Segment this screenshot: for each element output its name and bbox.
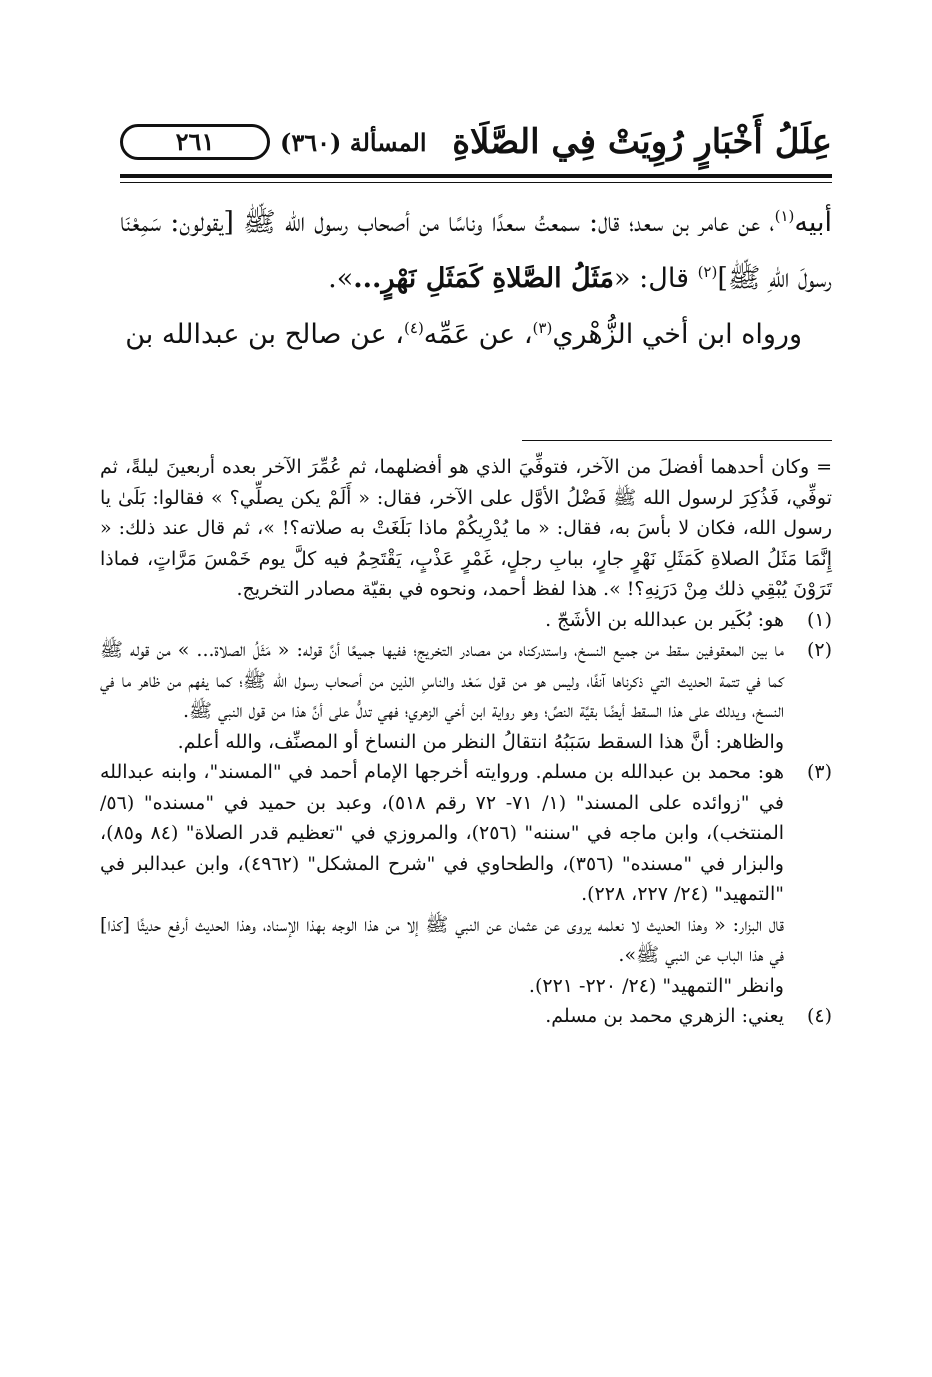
footnote-number: (٤) xyxy=(806,1005,832,1027)
footnote-ref-4: (٤) xyxy=(404,319,424,337)
main-paragraph-1 xyxy=(120,195,832,307)
footnote-4 xyxy=(100,1001,832,1032)
book-title: عِلَلُ أَخْبَارٍ رُوِيَتْ فِي الصَّلَاةِ xyxy=(452,122,832,162)
footnote-number: (٢) xyxy=(806,639,832,661)
footnote-2-cont: والظاهر: أنَّ هذا السقط سَبَبُهُ انتقالُ النظر من النساخ أو المصنِّف، والله أعلم. xyxy=(177,730,784,753)
footnote-3-cont: قال البزار: « وهذا الحديث لا نعلمه يروى عن عثمان عن النبي ﷺ إلا من هذا الوجه بهذا الإسناد، وهذا الحديث أرفع حديثًا [كذا] في هذا الباب عن النبي ﷺ». xyxy=(100,913,784,966)
footnote-text: هو: محمد بن عبدالله بن مسلم. وروايته أخرجها الإمام أحمد في "المسند"، وابنه عبدالله في "زوائده على المسند" (١/ ٧١- ٧٢ رقم ٥١٨)، وعبد بن حميد في "مسنده" (٥٦/المنتخب)، وابن ماجه في "سننه" (٢٥٦)، والمروزي في "تعظيم قدر الصلاة" (٨٤ و٨٥)، والبزار في "مسنده" (٣٥٦)، والطحاوي في "شرح المشكل" (٤٩٦٢)، وابن عبدالبر في "التمهيد" (٢٤/ ٢٢٧، ٢٢٨). xyxy=(100,761,785,905)
issue-label: المسألة (٣٦٠) xyxy=(280,128,427,157)
page-header xyxy=(120,118,832,168)
text-run: أبيه xyxy=(794,207,832,238)
text-run: ، عن عَمِّه xyxy=(423,319,533,350)
footnote-continuation: = وكان أحدهما أفضلَ من الآخر، فتوفِّيَ الذي هو أفضلهما، ثم عُمِّرَ الآخر بعده أربعينَ ليلةً، ثم توفِّي، فَذُكِرَ لرسول الله ﷺ فَضْلُ الأوَّل على الآخر، فقال: « أَلَمْ يكن يصلِّي؟ » فقالوا: بَلَىٰ يا رسول الله، فكان لا بأسَ به، فقال: « ما يُدْرِيكُمْ ماذا بَلَغَتْ به صلاته؟! »، ثم قال عند ذلك: « إِنَّمَا مَثَلُ الصلاةِ كَمَثَلِ نَهْرٍ جارٍ، ببابِ رجلٍ، غَمْرٍ عَذْبٍ، يَقْتَحِمُ فيه كلَّ يوم خَمْسَ مَرَّاتٍ، فماذا تَرَوْنَ يُبْقِي ذلك مِنْ دَرَنِهِ؟! ». هذا لفظ أحمد، ونحوه في بقيّة مصادر التخريج. xyxy=(100,456,832,600)
footnote-text: ما بين المعقوفين سقط من جميع النسخ، واستدركناه من مصادر التخريج؛ ففيها جميعًا أنَّ قوله: « مَثَلُ الصلاة... » من قوله ﷺ كما في تتمة الحديث التي ذكرناها آنفًا، وليس هو من قول سَعْد والناسِ الذين من أصحاب رسول الله ﷺ؛ كما يفهم من ظاهر ما في النسخ، ويدلك على هذا السقط أيضًا بقيَّة النصِّ؛ وهو رواية ابن أخي الزهري؛ فهي تدلُّ على أنَّ هذا من قول النبي ﷺ. xyxy=(100,639,784,722)
footnote-number: (٣) xyxy=(806,761,832,783)
footnote-3 xyxy=(100,757,832,910)
footnote-text: هو: بُكَير بن عبدالله بن الأشَجّ . xyxy=(545,608,784,631)
footnote-ref-3: (٣) xyxy=(532,319,553,337)
text-run: قال: « xyxy=(614,263,698,294)
footnote-3-cont-2: وانظر "التمهيد" (٢٤/ ٢٢٠- ٢٢١). xyxy=(528,974,784,997)
footnote-separator xyxy=(522,440,832,441)
text-run: ، عن صالح بن عبدالله بن xyxy=(125,319,405,350)
footnote-ref-1: (١) xyxy=(774,207,795,225)
hadith-quote: مَثَلُ الصَّلاةِ كَمَثَلِ نَهْرٍ... xyxy=(353,263,615,294)
footnote-2 xyxy=(100,635,832,727)
footnotes xyxy=(100,452,832,1032)
footnote-text: يعني: الزهري محمد بن مسلم. xyxy=(545,1005,784,1027)
text-run: ». xyxy=(328,263,354,294)
header-rule-thick xyxy=(120,174,832,178)
footnote-ref-2: (٢) xyxy=(697,263,718,281)
text-run: ورواه ابن أخي الزُّهْري xyxy=(552,319,802,350)
header-rule-thin xyxy=(120,182,832,183)
footnote-number: (١) xyxy=(806,608,832,631)
footnote-1 xyxy=(100,605,832,636)
text-run: ، عن عامر بن سعد؛ قال: سمعتُ سعدًا وناسًا من أصحاب رسول الله ﷺ [يقولون: سَمِعْنَا رسولَ اللهِ ﷺ] xyxy=(120,207,832,294)
main-paragraph-2 xyxy=(120,307,832,363)
page-number: ٢٦١ xyxy=(120,124,270,160)
main-text xyxy=(120,195,832,363)
